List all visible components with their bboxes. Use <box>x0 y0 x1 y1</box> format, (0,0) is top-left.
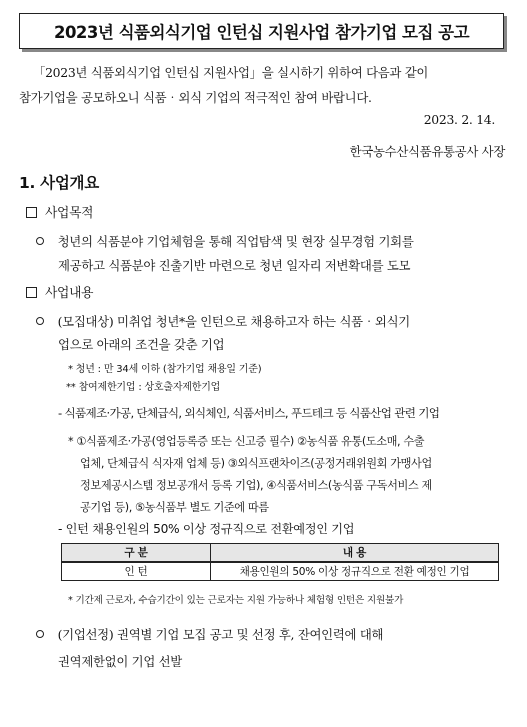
page-title: 2023년 식품외식기업 인턴십 지원사업 참가기업 모집 공고 <box>53 23 470 42</box>
selection-line-2: 권역제한없이 기업 선발 <box>58 654 182 669</box>
circle-bullet-icon <box>36 237 44 245</box>
note-restricted: ** 참여제한기업 : 상호출자제한기업 <box>66 382 221 393</box>
conditions-table <box>61 543 499 581</box>
intro-line-2: 참가기업을 공모하오니 식품‧외식 기업의 적극적인 참여 바랍니다. <box>19 90 372 105</box>
table-cell: 인 턴 <box>62 562 211 581</box>
circle-bullet-icon <box>36 317 44 325</box>
content-heading: 사업내용 <box>26 282 93 301</box>
table-header-cell: 내 용 <box>211 544 499 563</box>
table-header-row <box>62 544 499 563</box>
table-row <box>62 562 499 581</box>
category-note-line-3: 정보제공시스템 정보공개서 등록 기업), ④식품서비스(농식품 구독서비스 제 <box>80 479 432 492</box>
purpose-line-1: 청년의 식품분야 기업체험을 통해 직업탐색 및 현장 실무경험 기회를 <box>36 232 414 250</box>
table-header-cell: 구 분 <box>62 544 211 563</box>
table-cell: 채용인원의 50% 이상 정규직으로 전환 예정인 기업 <box>211 562 499 581</box>
category-note-line-2: 업체, 단체급식 식자재 업체 등) ③외식프랜차이즈(공정거래위원회 가맹사업 <box>80 457 432 470</box>
industry-criteria: - 식품제조‧가공, 단체급식, 외식체인, 식품서비스, 푸드테크 등 식품산업 관련 기업 <box>58 406 440 420</box>
title-box <box>19 13 504 49</box>
selection-line-1: (기업선정) 권역별 기업 모집 공고 및 선정 후, 잔여인력에 대해 <box>36 625 383 643</box>
conversion-criteria: - 인턴 채용인원의 50% 이상 정규직으로 전환예정인 기업 <box>58 522 355 536</box>
purpose-line-2: 제공하고 식품분야 진출기반 마련으로 청년 일자리 저변확대를 도모 <box>58 258 411 273</box>
table-note: * 기간제 근로자, 수습기간이 있는 근로자는 지원 가능하나 체험형 인턴은 지원불가 <box>68 595 404 606</box>
target-line-1: (모집대상) 미취업 청년*을 인턴으로 채용하고자 하는 식품‧외식기 <box>36 312 410 330</box>
circle-bullet-icon <box>36 630 44 638</box>
category-note-line-1: * ①식품제조‧가공(영업등록증 또는 신고증 필수) ②농식품 유통(도소매, 수출 <box>68 435 425 448</box>
purpose-heading: 사업목적 <box>26 202 93 221</box>
notice-issuer: 한국농수산식품유통공사 사장 <box>349 144 505 159</box>
section-heading: 1. 사업개요 <box>19 174 99 192</box>
target-line-2: 업으로 아래의 조건을 갖춘 기업 <box>58 337 225 352</box>
note-youth: * 청년 : 만 34세 이하 (참가기업 채용일 기준) <box>68 364 262 375</box>
intro-line-1: 「2023년 식품외식기업 인턴십 지원사업」을 실시하기 위하여 다음과 같이 <box>33 65 429 80</box>
category-note-line-4: 공기업 등), ⑤농식품부 별도 기준에 따름 <box>80 501 269 514</box>
checkbox-square-icon <box>26 207 37 218</box>
notice-date: 2023. 2. 14. <box>423 112 495 127</box>
checkbox-square-icon <box>26 287 37 298</box>
